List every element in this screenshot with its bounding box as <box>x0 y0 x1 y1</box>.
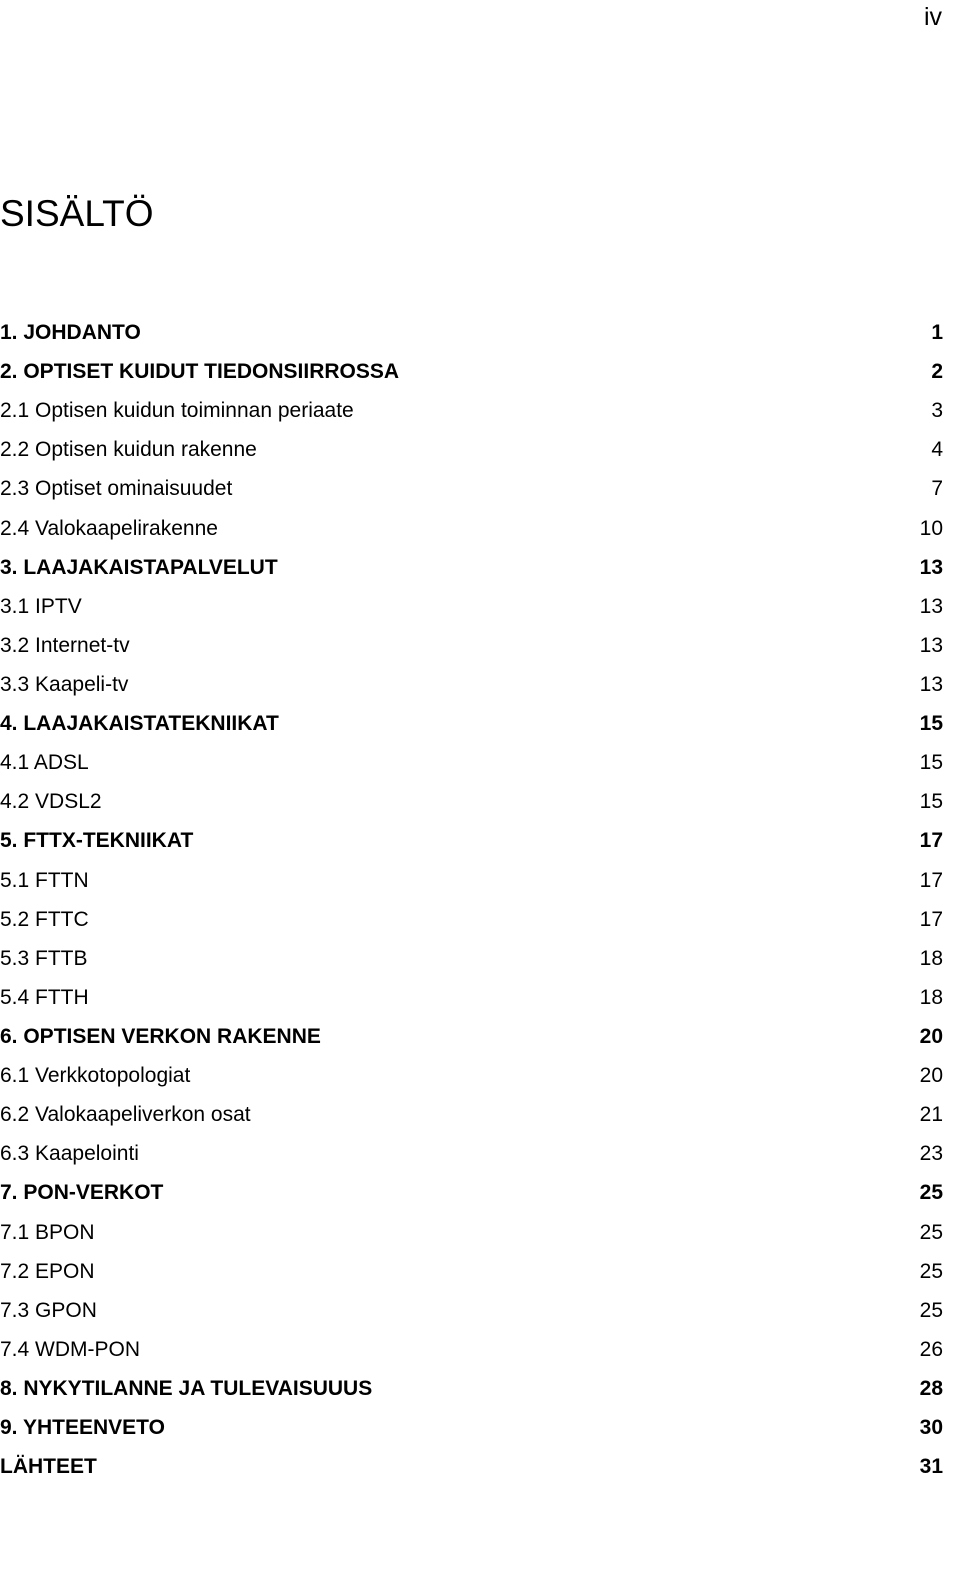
toc-entry-label: LÄHTEET <box>0 1455 97 1479</box>
table-of-contents <box>0 311 943 1484</box>
toc-section-entry <box>0 937 943 976</box>
toc-entry-label: 8. NYKYTILANNE JA TULEVAISUUUS <box>0 1376 373 1400</box>
toc-entry-page: 7 <box>931 477 943 501</box>
toc-entry-label: 7.3 GPON <box>0 1298 97 1322</box>
toc-section-entry <box>0 1132 943 1171</box>
toc-entry-page: 17 <box>919 868 943 892</box>
toc-chapter-entry <box>0 819 943 858</box>
toc-entry-page: 17 <box>919 829 943 853</box>
toc-entry-page: 13 <box>919 633 943 657</box>
toc-section-entry <box>0 1054 943 1093</box>
toc-entry-page: 15 <box>919 751 943 775</box>
toc-section-entry <box>0 898 943 937</box>
toc-entry-label: 7. PON-VERKOT <box>0 1181 164 1205</box>
toc-entry-label: 2.4 Valokaapelirakenne <box>0 516 218 540</box>
toc-entry-label: 7.4 WDM-PON <box>0 1337 141 1361</box>
toc-chapter-entry <box>0 546 943 585</box>
toc-entry-label: 2.3 Optiset ominaisuudet <box>0 477 233 501</box>
toc-entry-page: 4 <box>931 438 943 462</box>
toc-section-entry <box>0 428 943 467</box>
toc-chapter-entry <box>0 311 943 350</box>
toc-chapter-entry <box>0 1171 943 1210</box>
toc-entry-label: 6.3 Kaapelointi <box>0 1142 139 1166</box>
toc-section-entry <box>0 859 943 898</box>
toc-section-entry <box>0 389 943 428</box>
toc-entry-page: 15 <box>919 712 943 736</box>
toc-entry-page: 30 <box>919 1416 943 1440</box>
toc-entry-label: 9. YHTEENVETO <box>0 1416 165 1440</box>
toc-section-entry <box>0 741 943 780</box>
toc-entry-label: 5.3 FTTB <box>0 946 88 970</box>
toc-entry-page: 31 <box>919 1455 943 1479</box>
toc-chapter-entry <box>0 1445 943 1484</box>
toc-entry-label: 4.1 ADSL <box>0 751 89 775</box>
toc-entry-page: 13 <box>919 594 943 618</box>
page-title: SISÄLTÖ <box>0 193 154 234</box>
toc-entry-label: 2. OPTISET KUIDUT TIEDONSIIRROSSA <box>0 360 400 384</box>
toc-section-entry <box>0 1328 943 1367</box>
toc-entry-label: 4.2 VDSL2 <box>0 790 102 814</box>
toc-entry-page: 25 <box>919 1298 943 1322</box>
toc-entry-page: 1 <box>931 321 943 344</box>
toc-entry-label: 4. LAAJAKAISTATEKNIIKAT <box>0 712 279 736</box>
toc-entry-page: 17 <box>919 907 943 931</box>
toc-entry-label: 2.1 Optisen kuidun toiminnan periaate <box>0 399 354 423</box>
toc-entry-label: 5.4 FTTH <box>0 985 89 1009</box>
toc-section-entry <box>0 663 943 702</box>
toc-entry-page: 20 <box>919 1024 943 1048</box>
toc-entry-page: 3 <box>931 399 943 423</box>
toc-entry-page: 18 <box>919 946 943 970</box>
page-number: iv <box>923 3 942 31</box>
toc-entry-label: 5.1 FTTN <box>0 868 89 892</box>
toc-entry-page: 2 <box>931 360 943 384</box>
toc-section-entry <box>0 1250 943 1289</box>
toc-entry-label: 3.2 Internet-tv <box>0 633 130 657</box>
toc-entry-page: 25 <box>919 1220 943 1244</box>
toc-chapter-entry <box>0 702 943 741</box>
toc-entry-page: 10 <box>919 516 943 540</box>
toc-section-entry <box>0 507 943 546</box>
toc-entry-label: 3. LAAJAKAISTAPALVELUT <box>0 555 278 579</box>
toc-chapter-entry <box>0 1406 943 1445</box>
toc-chapter-entry <box>0 1367 943 1406</box>
toc-entry-page: 23 <box>919 1142 943 1166</box>
toc-entry-label: 3.1 IPTV <box>0 594 82 618</box>
toc-entry-page: 26 <box>919 1337 943 1361</box>
toc-section-entry <box>0 1289 943 1328</box>
toc-entry-page: 25 <box>919 1181 943 1205</box>
toc-section-entry <box>0 780 943 819</box>
toc-entry-label: 5.2 FTTC <box>0 907 89 931</box>
toc-entry-label: 6. OPTISEN VERKON RAKENNE <box>0 1024 321 1048</box>
toc-section-entry <box>0 624 943 663</box>
toc-section-entry <box>0 976 943 1015</box>
toc-chapter-entry <box>0 350 943 389</box>
toc-section-entry <box>0 1211 943 1250</box>
toc-entry-label: 6.2 Valokaapeliverkon osat <box>0 1103 251 1127</box>
toc-entry-label: 5. FTTX-TEKNIIKAT <box>0 829 194 853</box>
toc-section-entry <box>0 467 943 506</box>
toc-chapter-entry <box>0 1015 943 1054</box>
toc-entry-page: 28 <box>919 1376 943 1400</box>
toc-entry-label: 7.2 EPON <box>0 1259 95 1283</box>
toc-entry-page: 25 <box>919 1259 943 1283</box>
toc-entry-page: 13 <box>919 672 943 696</box>
toc-entry-label: 6.1 Verkkotopologiat <box>0 1064 191 1088</box>
toc-entry-page: 15 <box>919 790 943 814</box>
toc-entry-label: 7.1 BPON <box>0 1220 95 1244</box>
toc-entry-page: 21 <box>919 1103 943 1127</box>
toc-entry-label: 1. JOHDANTO <box>0 321 141 344</box>
toc-entry-page: 20 <box>919 1064 943 1088</box>
toc-entry-page: 13 <box>919 555 943 579</box>
toc-entry-page: 18 <box>919 985 943 1009</box>
toc-section-entry <box>0 585 943 624</box>
toc-section-entry <box>0 1093 943 1132</box>
toc-entry-label: 3.3 Kaapeli-tv <box>0 672 129 696</box>
toc-entry-label: 2.2 Optisen kuidun rakenne <box>0 438 257 462</box>
